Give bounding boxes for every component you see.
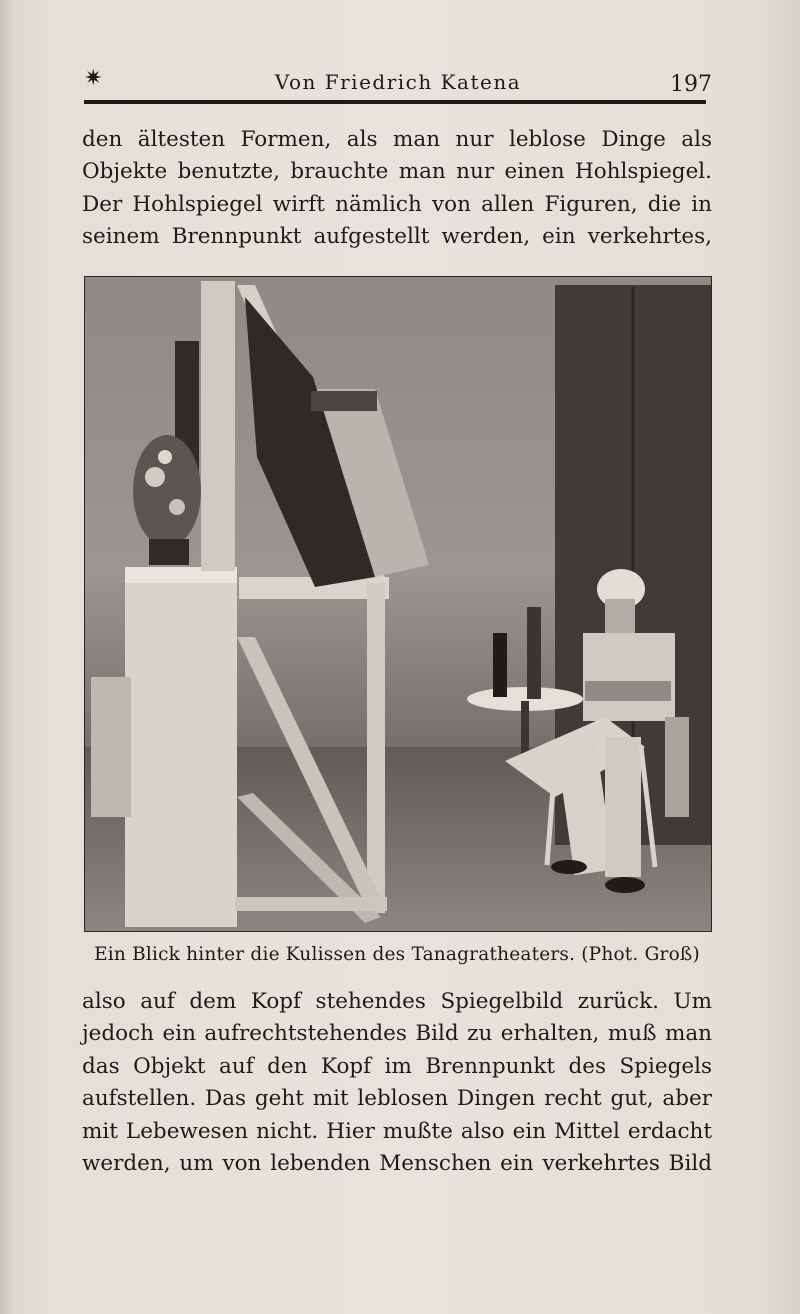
page-edge-shadow <box>0 0 14 1314</box>
body-text-top <box>82 124 712 254</box>
halftone-photograph <box>84 276 712 932</box>
text-line: den ältesten Formen, als man nur leblose Dinge als <box>82 127 712 152</box>
text-line: das Objekt auf den Kopf im Brennpunkt des Spiegels <box>82 1053 712 1079</box>
text-line: jedoch ein aufrechtstehendes Bild zu erhalten, muß man <box>82 1021 712 1047</box>
star-ornament-icon: ✷ <box>84 66 103 91</box>
body-text-bottom <box>82 986 712 1180</box>
running-head <box>84 66 712 98</box>
text-line: also auf dem Kopf stehendes Spiegelbild zurück. Um <box>82 989 712 1014</box>
page-number: 197 <box>670 72 712 97</box>
text-line: seinem Brennpunkt aufgestellt werden, ein verkehrtes, <box>82 224 712 250</box>
text-line: Objekte benutzte, brauchte man nur einen Hohlspiegel. <box>82 159 712 185</box>
figure-caption: Ein Blick hinter die Kulissen des Tanagratheaters. (Phot. Groß) <box>94 944 700 965</box>
text-line: Der Hohlspiegel wirft nämlich von allen Figuren, die in <box>82 191 712 217</box>
header-rule <box>84 100 706 104</box>
text-line: mit Lebewesen nicht. Hier mußte also ein Mittel erdacht <box>82 1118 712 1144</box>
text-line: aufstellen. Das geht mit leblosen Dingen recht gut, aber <box>82 1086 712 1112</box>
running-head-title: Von Friedrich Katena <box>274 70 522 94</box>
text-line: werden, um von lebenden Menschen ein verkehrtes Bild <box>82 1151 712 1177</box>
